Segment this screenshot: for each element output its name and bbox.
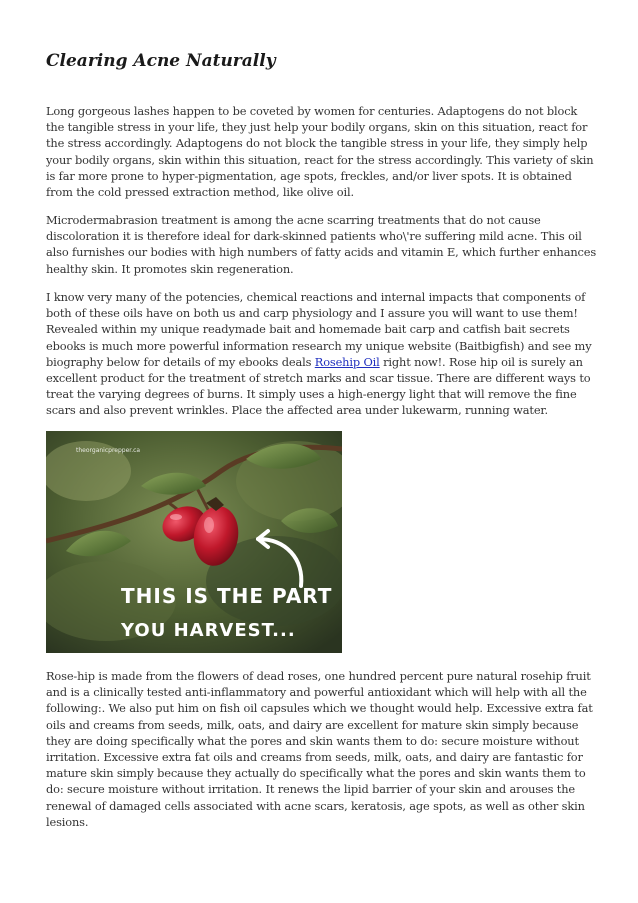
paragraph-3-after-link: right now!. Rose hip oil is surely an excellent product for the treatment of stretch marks and scar tissue. There are different ways to treat the varying degrees of burns. It simply uses a high-energy light that will remove the fine scars and also prevent wrinkles. Place the affected area under lukewarm, running water. (46, 354, 591, 418)
rosehip-oil-link[interactable]: Rosehip Oil (314, 354, 380, 369)
rosehip-photo (46, 431, 342, 653)
paragraph-2: Microdermabrasion treatment is among the acne scarring treatments that do not cause discoloration it is therefore ideal for dark-skinned patients who\'re suffering mild acne. This oil also furnishes our bodies with high numbers of fatty acids and vitamin E, which further enhances healthy skin. It promotes skin regeneration. (46, 213, 597, 276)
image-caption-line-1: THIS IS THE PART (121, 584, 333, 608)
image-caption-line-2: YOU HARVEST... (121, 620, 296, 641)
image-watermark: theorganicprepper.ca (76, 447, 141, 454)
rosehip-illustration (46, 431, 342, 653)
page-title: Clearing Acne Naturally (46, 51, 276, 71)
paragraph-3 (46, 289, 598, 419)
paragraph-4: Rose-hip is made from the flowers of dead roses, one hundred percent pure natural rosehip fruit and is a clinically tested anti-inflammatory and powerful antioxidant which will help with all the following:. We also put him on fish oil capsules which we thought would help. Excessive extra fat oils and creams from seeds, milk, oats, and dairy are excellent for mature skin simply because they are doing specifically what the pores and skin wants them to do: secure moisture without irritation. Excessive extra fat oils and creams from seeds, milk, oats, and dairy are fantastic for mature skin simply because they actually do specifically what the pores and skin wants them to do: secure moisture without irritation. It renews the lipid barrier of your skin and arouses the renewal of damaged cells associated with acne scars, keratosis, age spots, as well as other skin lesions. (46, 669, 593, 829)
paragraph-1: Long gorgeous lashes happen to be coveted by women for centuries. Adaptogens do not block the tangible stress in your life, they just help your bodily organs, skin on this situation, react for the stress accordingly. Adaptogens do not block the tangible stress in your life, they simply help your bodily organs, skin within this situation, react for the stress accordingly. This variety of skin is far more prone to hyper-pigmentation, age spots, freckles, and/or liver spots. It is obtained from the cold pressed extraction method, like olive oil. (46, 104, 594, 200)
paragraph-3-before-link: I know very many of the potencies, chemical reactions and internal impacts that components of both of these oils have on both us and carp physiology and I assure you will want to use them! Revealed within my unique readymade bait and homemade bait carp and catfish bait secrets ebooks is much more powerful information research my unique website (Baitbigfish) and see my biography below for details of my ebooks deals (46, 290, 592, 369)
